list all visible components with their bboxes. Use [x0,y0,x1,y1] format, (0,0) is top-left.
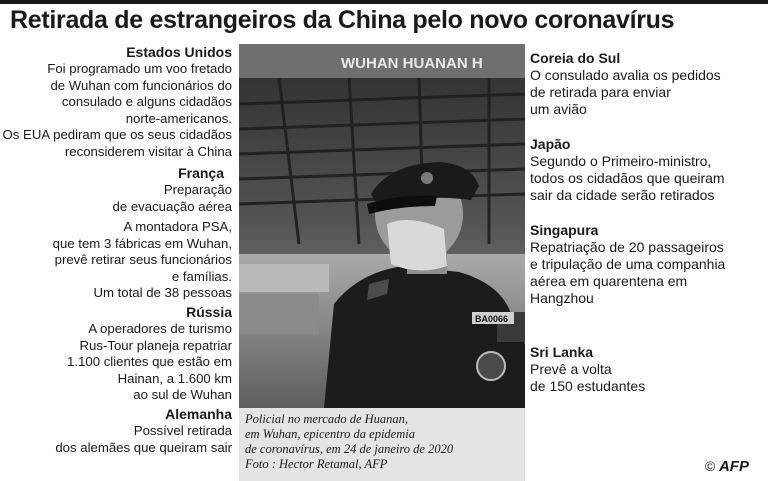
country-name: França [178,165,224,181]
copyright-symbol: © [705,458,716,474]
country-text: todos os cidadãos que queiram [530,170,725,186]
country-text: Hangzhou [530,290,594,306]
country-text: A montadora PSA, [123,219,232,234]
country-text: de 150 estudantes [530,378,646,394]
country-block-south-korea [530,50,762,118]
country-text: e famílias. [171,268,232,284]
country-text: Possível retirada [133,423,232,438]
country-block-sri-lanka [530,344,762,395]
country-text: um avião [530,101,587,117]
police-officer-photo [239,44,525,408]
country-text: O consulado avalia os pedidos [530,67,721,83]
country-text: aérea em quarentena em [530,273,688,289]
country-text: A operadores de turismo [88,321,232,336]
country-text: e tripulação de uma companhia [530,256,726,272]
photo-caption-box [239,408,525,481]
country-text: reconsiderem visitar à China [64,143,232,159]
caption-line: Foto : Hector Retamal, AFP [245,457,388,471]
country-text: norte-americanos. [125,110,232,126]
country-text: Rus-Tour planeja repatriar [79,337,232,353]
country-name: Sri Lanka [530,344,594,360]
country-name: Estados Unidos [126,44,232,60]
country-text: consulado e alguns cidadãos [61,94,232,109]
country-name: Alemanha [165,406,232,422]
country-text: Um total de 38 pessoas [93,285,232,300]
country-text: 1.100 clientes que estão em [67,354,232,369]
country-name: Singapura [530,222,599,238]
photo-illustration [239,44,525,408]
top-rule [0,0,768,4]
country-text: que tem 3 fábricas em Wuhan, [52,235,232,251]
country-text: Os EUA pediram que os seus cidadãos [2,127,232,142]
country-text: Prevê a volta [530,361,612,377]
country-block-usa [0,44,232,160]
country-block-singapore [530,222,762,307]
afp-logo: AFP [718,458,749,475]
country-text: de retirada para enviar [530,84,671,100]
country-name: Rússia [186,304,232,320]
country-text: de evacuação aérea [112,198,232,214]
page-title: Retirada de estrangeiros da China pelo novo coronavírus [10,6,675,34]
country-name: Japão [530,136,571,152]
country-text: Segundo o Primeiro-ministro, [530,153,712,169]
country-text: ao sul de Wuhan [133,387,232,402]
country-text: Hainan, a 1.600 km [117,370,232,386]
country-text: sair da cidade serão retirados [530,187,715,203]
country-block-japan [530,136,762,204]
country-text: Repatriação de 20 passageiros [530,239,724,255]
caption-line: Policial no mercado de Huanan, [245,412,409,426]
afp-credit [705,458,749,475]
country-block-germany [0,406,232,456]
country-text: Preparação [163,182,232,197]
country-block-russia [0,304,232,404]
country-name: Coreia do Sul [530,50,621,66]
country-text: Foi programado um voo fretado [47,61,232,76]
country-block-france [0,165,232,302]
market-sign-text: WUHAN HUANAN H [341,55,483,72]
country-text: de Wuhan com funcionários do [50,77,232,93]
caption-line: em Wuhan, epicentro da epidemia [245,427,415,441]
caption-line: de coronavírus, em 24 de janeiro de 2020 [245,442,454,456]
country-text: dos alemães que queiram sair [55,439,232,455]
country-text: prevê retirar seus funcionários [54,252,232,267]
officer-badge-number: BA0066 [475,314,509,324]
